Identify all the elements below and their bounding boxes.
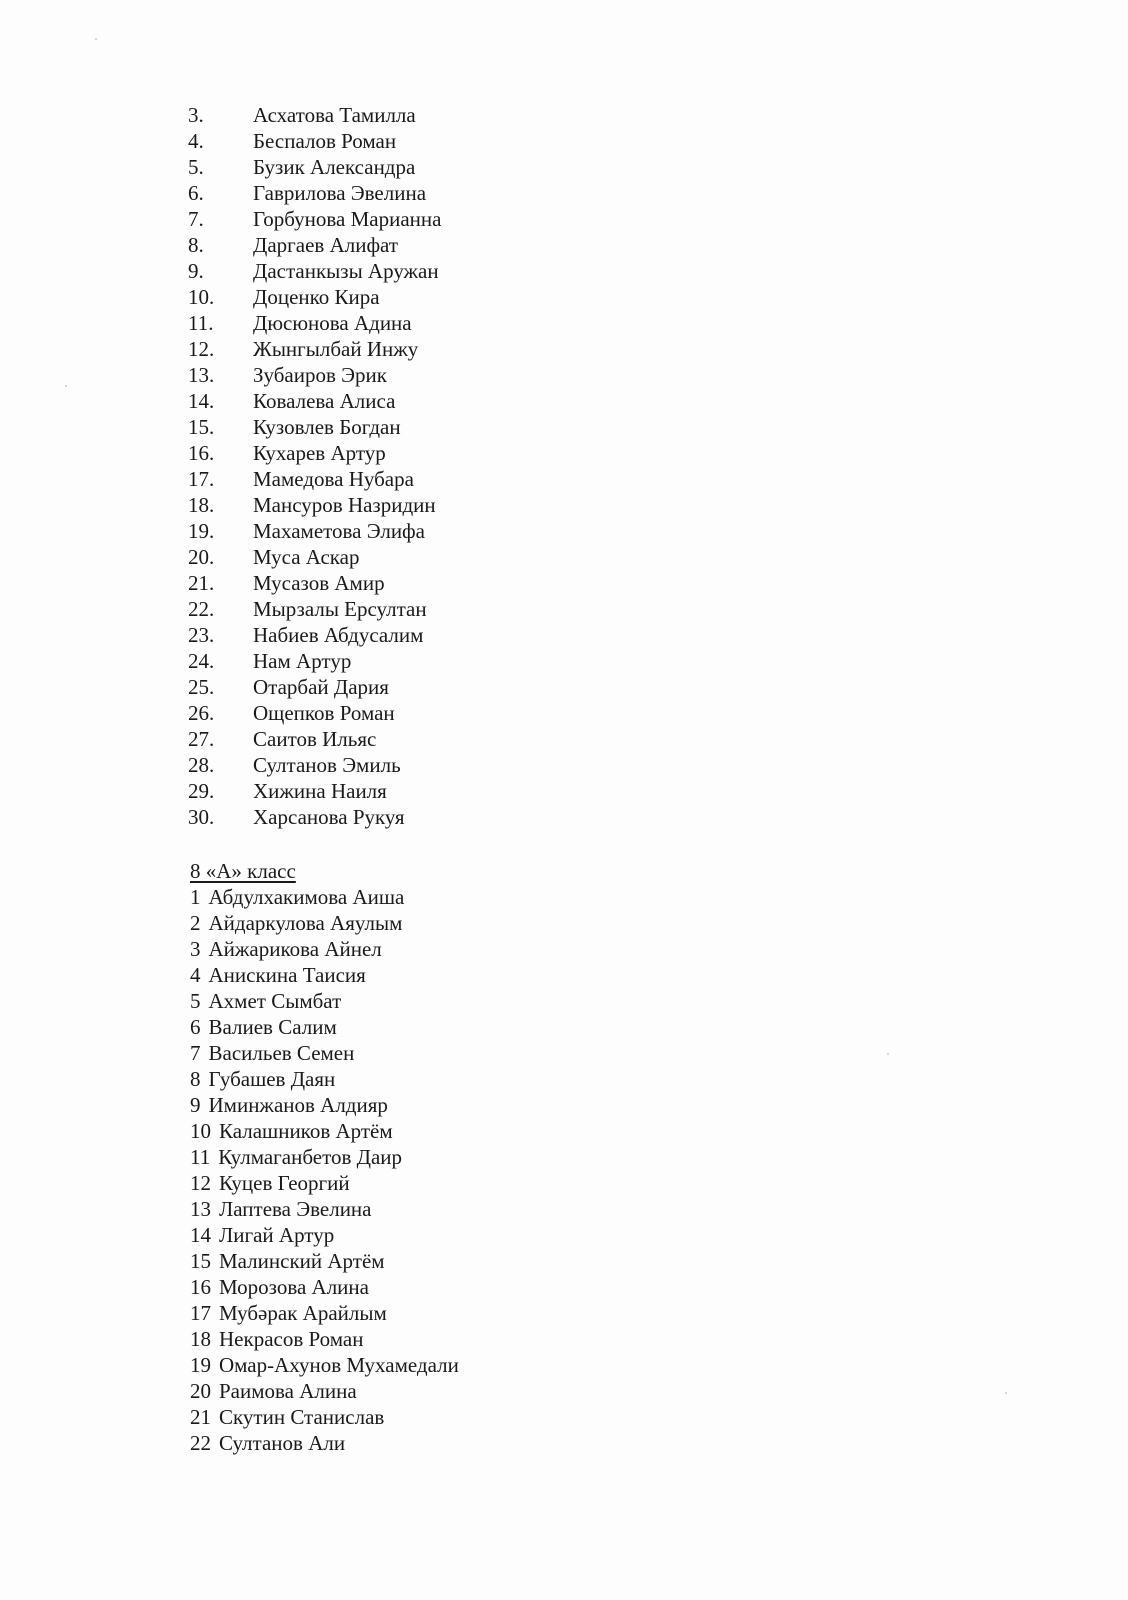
item-number: 8 (190, 1067, 201, 1091)
list-item (190, 1196, 459, 1222)
item-number: 16. (188, 441, 215, 465)
item-number: 27. (188, 727, 215, 751)
list-item (188, 440, 441, 466)
list-item (190, 1300, 459, 1326)
list-item (190, 1040, 459, 1066)
student-name: Кузовлев Богдан (253, 415, 401, 439)
item-number: 24. (188, 649, 215, 673)
scan-speck (1005, 1392, 1007, 1394)
item-number: 18 (190, 1327, 211, 1351)
list-item (188, 310, 441, 336)
list-item (190, 1404, 459, 1430)
student-name: Дастанкызы Аружан (253, 259, 439, 283)
item-number: 16 (190, 1275, 211, 1299)
list-item (188, 726, 441, 752)
list-item (190, 1014, 459, 1040)
item-number: 17. (188, 467, 215, 491)
student-name: Отарбай Дария (253, 675, 389, 699)
student-name: Мамедова Нубара (253, 467, 414, 491)
student-name: Айдаркулова Аяулым (208, 911, 403, 935)
item-number: 1 (190, 885, 201, 909)
scan-speck (65, 385, 67, 387)
item-number: 19 (190, 1353, 211, 1377)
item-number: 12. (188, 337, 215, 361)
item-number: 19. (188, 519, 215, 543)
item-number: 20. (188, 545, 215, 569)
list-item (188, 414, 441, 440)
list-item (190, 884, 459, 910)
student-name: Калашников Артём (219, 1119, 393, 1143)
list-item (188, 622, 441, 648)
list-item (190, 1378, 459, 1404)
item-number: 13. (188, 363, 215, 387)
student-name: Омар-Ахунов Мухамедали (219, 1353, 459, 1377)
student-name: Абдулхакимова Аиша (208, 885, 405, 909)
student-name: Дюсюнова Адина (253, 311, 412, 335)
item-number: 4 (190, 963, 201, 987)
student-name: Доценко Кира (253, 285, 380, 309)
list-item (190, 910, 459, 936)
student-name: Махаметова Элифа (253, 519, 425, 543)
student-name: Лаптева Эвелина (219, 1197, 372, 1221)
list-item (190, 1248, 459, 1274)
list-item (188, 154, 441, 180)
item-number: 25. (188, 675, 215, 699)
student-name: Муса Аскар (253, 545, 360, 569)
list-item (190, 1066, 459, 1092)
item-number: 6. (188, 181, 204, 205)
list-item (188, 700, 441, 726)
list-item (188, 518, 441, 544)
student-name: Нам Артур (253, 649, 352, 673)
student-name: Саитов Ильяс (253, 727, 377, 751)
list-item (190, 1118, 459, 1144)
student-name: Хижина Наиля (253, 779, 387, 803)
item-number: 3 (190, 937, 201, 961)
list-item (188, 674, 441, 700)
item-number: 23. (188, 623, 215, 647)
item-number: 2 (190, 911, 201, 935)
item-number: 13 (190, 1197, 211, 1221)
item-number: 21 (190, 1405, 211, 1429)
item-number: 4. (188, 129, 204, 153)
item-number: 30. (188, 805, 215, 829)
item-number: 3. (188, 103, 204, 127)
list-item (188, 388, 441, 414)
item-number: 14. (188, 389, 215, 413)
list-item (188, 232, 441, 258)
list-item (188, 128, 441, 154)
item-number: 15 (190, 1249, 211, 1273)
item-number: 5. (188, 155, 204, 179)
list-item (188, 258, 441, 284)
student-name: Ахмет Сымбат (208, 989, 342, 1013)
list-item (190, 1430, 459, 1456)
list-item (190, 962, 459, 988)
list-item (188, 648, 441, 674)
item-number: 22. (188, 597, 215, 621)
student-name: Мусазов Амир (253, 571, 385, 595)
student-name: Султанов Эмиль (253, 753, 401, 777)
student-name: Гаврилова Эвелина (253, 181, 427, 205)
list-item (190, 1170, 459, 1196)
list-item (188, 102, 441, 128)
item-number: 20 (190, 1379, 211, 1403)
list-item (188, 336, 441, 362)
list-item (190, 1326, 459, 1352)
item-number: 9. (188, 259, 204, 283)
student-name: Иминжанов Алдияр (208, 1093, 388, 1117)
student-name: Ощепков Роман (253, 701, 395, 725)
list-item (190, 1274, 459, 1300)
student-name: Мубәрак Арайлым (219, 1301, 387, 1325)
list-item (190, 1144, 459, 1170)
item-number: 21. (188, 571, 215, 595)
class-8a-student-list (190, 884, 459, 1456)
student-name: Морозова Алина (219, 1275, 369, 1299)
student-name: Скутин Станислав (219, 1405, 385, 1429)
item-number: 7 (190, 1041, 201, 1065)
student-name: Ковалева Алиса (253, 389, 396, 413)
item-number: 22 (190, 1431, 211, 1455)
list-item (188, 362, 441, 388)
list-item (188, 206, 441, 232)
student-name: Зубаиров Эрик (253, 363, 387, 387)
item-number: 5 (190, 989, 201, 1013)
item-number: 11 (190, 1145, 211, 1169)
list-item (188, 804, 441, 830)
student-name: Беспалов Роман (253, 129, 397, 153)
item-number: 28. (188, 753, 215, 777)
student-name: Малинский Артём (219, 1249, 385, 1273)
item-number: 10 (190, 1119, 211, 1143)
scan-speck (95, 38, 97, 40)
item-number: 10. (188, 285, 215, 309)
student-name: Бузик Александра (253, 155, 416, 179)
list-item (188, 752, 441, 778)
item-number: 15. (188, 415, 215, 439)
list-item (190, 1222, 459, 1248)
list-item (190, 988, 459, 1014)
item-number: 7. (188, 207, 204, 231)
student-name: Султанов Али (219, 1431, 346, 1455)
student-name: Мырзалы Ерсултан (253, 597, 427, 621)
list-item (188, 544, 441, 570)
student-name: Лигай Артур (219, 1223, 335, 1247)
list-item (188, 466, 441, 492)
item-number: 29. (188, 779, 215, 803)
student-list-continued (188, 102, 441, 830)
item-number: 9 (190, 1093, 201, 1117)
student-name: Губашев Даян (208, 1067, 336, 1091)
item-number: 6 (190, 1015, 201, 1039)
item-number: 18. (188, 493, 215, 517)
item-number: 12 (190, 1171, 211, 1195)
student-name: Даргаев Алифат (253, 233, 399, 257)
student-name: Горбунова Марианна (253, 207, 442, 231)
student-name: Айжарикова Айнел (208, 937, 382, 961)
list-item (188, 180, 441, 206)
student-name: Анискина Таисия (208, 963, 366, 987)
scan-speck (887, 1053, 889, 1055)
student-name: Валиев Салим (208, 1015, 337, 1039)
class-8a-title: 8 «А» класс (190, 859, 296, 883)
list-item (188, 778, 441, 804)
item-number: 11. (188, 311, 214, 335)
student-name: Куцев Георгий (219, 1171, 350, 1195)
list-item (188, 492, 441, 518)
list-item (190, 936, 459, 962)
student-name: Кулмаганбетов Даир (218, 1145, 403, 1169)
list-item (188, 570, 441, 596)
student-name: Мансуров Назридин (253, 493, 436, 517)
item-number: 8. (188, 233, 204, 257)
list-item (190, 1352, 459, 1378)
student-name: Жынгылбай Инжу (253, 337, 419, 361)
student-name: Харсанова Рукуя (253, 805, 405, 829)
list-item (188, 284, 441, 310)
item-number: 26. (188, 701, 215, 725)
student-name: Раимова Алина (219, 1379, 357, 1403)
item-number: 17 (190, 1301, 211, 1325)
list-item (188, 596, 441, 622)
list-item (190, 1092, 459, 1118)
student-name: Кухарев Артур (253, 441, 386, 465)
student-name: Некрасов Роман (219, 1327, 364, 1351)
student-name: Асхатова Тамилла (253, 103, 416, 127)
student-name: Васильев Семен (208, 1041, 355, 1065)
student-name: Набиев Абдусалим (253, 623, 424, 647)
item-number: 14 (190, 1223, 211, 1247)
